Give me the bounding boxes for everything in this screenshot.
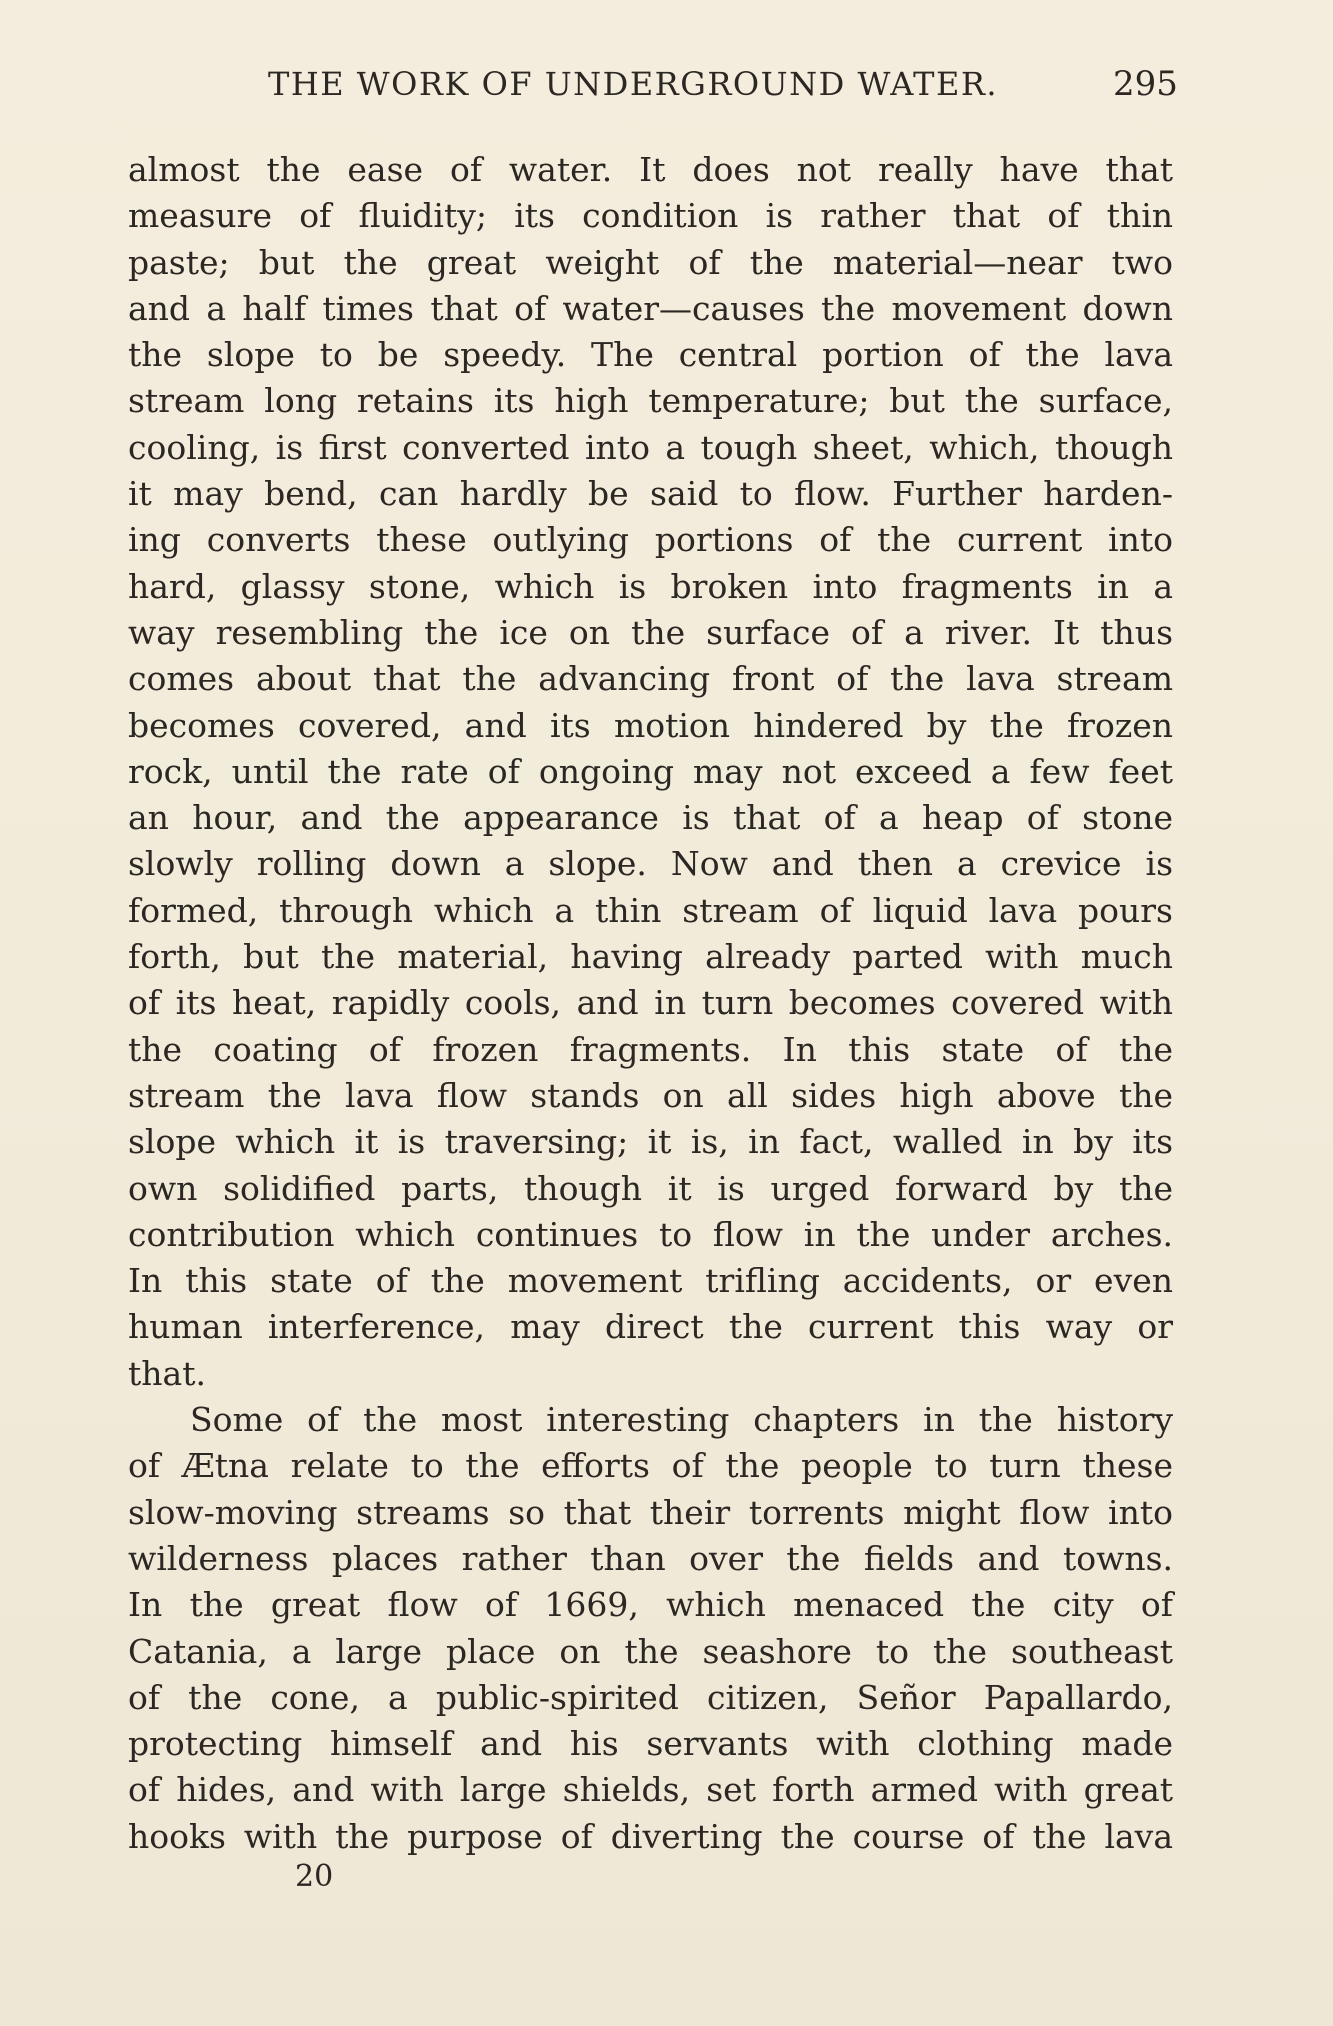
- text-line: ing converts these outlying portions of the current into: [128, 520, 1173, 560]
- text-line: hard, glassy stone, which is broken into fragments in a: [128, 566, 1173, 606]
- text-line: paste; but the great weight of the material—near two: [128, 242, 1173, 282]
- text-line: of its heat, rapidly cools, and in turn becomes covered with: [128, 983, 1173, 1023]
- text-line: In the great flow of 1669, which menaced the city of: [128, 1585, 1173, 1625]
- text-line: and a half times that of water—causes the movement down: [128, 288, 1173, 328]
- page-number: 295: [1113, 64, 1178, 104]
- signature-mark: 20: [295, 1859, 334, 1894]
- text-line: contribution which continues to flow in the under arches.: [128, 1214, 1173, 1254]
- text-line: almost the ease of water. It does not really have that: [128, 150, 1173, 189]
- text-line: forth, but the material, having already parted with much: [128, 937, 1173, 977]
- paragraph-2: [128, 1397, 1173, 1860]
- text-line: the coating of frozen fragments. In this state of the: [128, 1029, 1173, 1069]
- text-line: of Ætna relate to the efforts of the people to turn these: [128, 1446, 1173, 1486]
- text-line: slow-moving streams so that their torrents might flow into: [128, 1492, 1173, 1532]
- body-text: [128, 147, 1173, 1860]
- text-line: the slope to be speedy. The central portion of the lava: [128, 335, 1173, 375]
- running-head: [0, 62, 1333, 112]
- text-line: an hour, and the appearance is that of a heap of stone: [128, 798, 1173, 838]
- text-line: Catania, a large place on the seashore to the southeast: [128, 1631, 1173, 1671]
- text-line: stream long retains its high temperature; but the surface,: [128, 381, 1173, 421]
- text-line: cooling, is first converted into a tough sheet, which, though: [128, 427, 1173, 467]
- text-line: that.: [128, 1353, 206, 1393]
- text-line: wilderness places rather than over the fields and towns.: [128, 1538, 1173, 1578]
- text-line: protecting himself and his servants with clothing made: [128, 1724, 1173, 1764]
- text-line: of hides, and with large shields, set forth armed with great: [128, 1770, 1173, 1810]
- text-line: becomes covered, and its motion hindered by the frozen: [128, 705, 1173, 745]
- text-line: human interference, may direct the current this way or: [128, 1307, 1173, 1347]
- text-line: Some of the most interesting chapters in the history: [190, 1400, 1173, 1440]
- text-line: way resembling the ice on the surface of a river. It thus: [128, 612, 1173, 652]
- text-line: rock, until the rate of ongoing may not exceed a few feet: [128, 751, 1173, 791]
- text-line: slope which it is traversing; it is, in fact, walled in by its: [128, 1122, 1173, 1162]
- paragraph-1: [128, 147, 1173, 1397]
- text-line: stream the lava flow stands on all sides high above the: [128, 1075, 1173, 1115]
- text-line: slowly rolling down a slope. Now and then a crevice is: [128, 844, 1173, 884]
- text-line: of the cone, a public-spirited citizen, Señor Papallardo,: [128, 1677, 1173, 1717]
- text-line: comes about that the advancing front of the lava stream: [128, 659, 1173, 699]
- text-line: own solidified parts, though it is urged forward by the: [128, 1168, 1173, 1208]
- running-title: THE WORK OF UNDERGROUND WATER.: [268, 65, 999, 103]
- text-line: measure of fluidity; its condition is rather that of thin: [128, 196, 1173, 236]
- text-line: formed, through which a thin stream of liquid lava pours: [128, 890, 1173, 930]
- text-line: In this state of the movement trifling accidents, or even: [128, 1261, 1173, 1301]
- text-line: hooks with the purpose of diverting the course of the lava: [128, 1816, 1173, 1856]
- text-line: it may bend, can hardly be said to flow. Further harden-: [128, 474, 1173, 514]
